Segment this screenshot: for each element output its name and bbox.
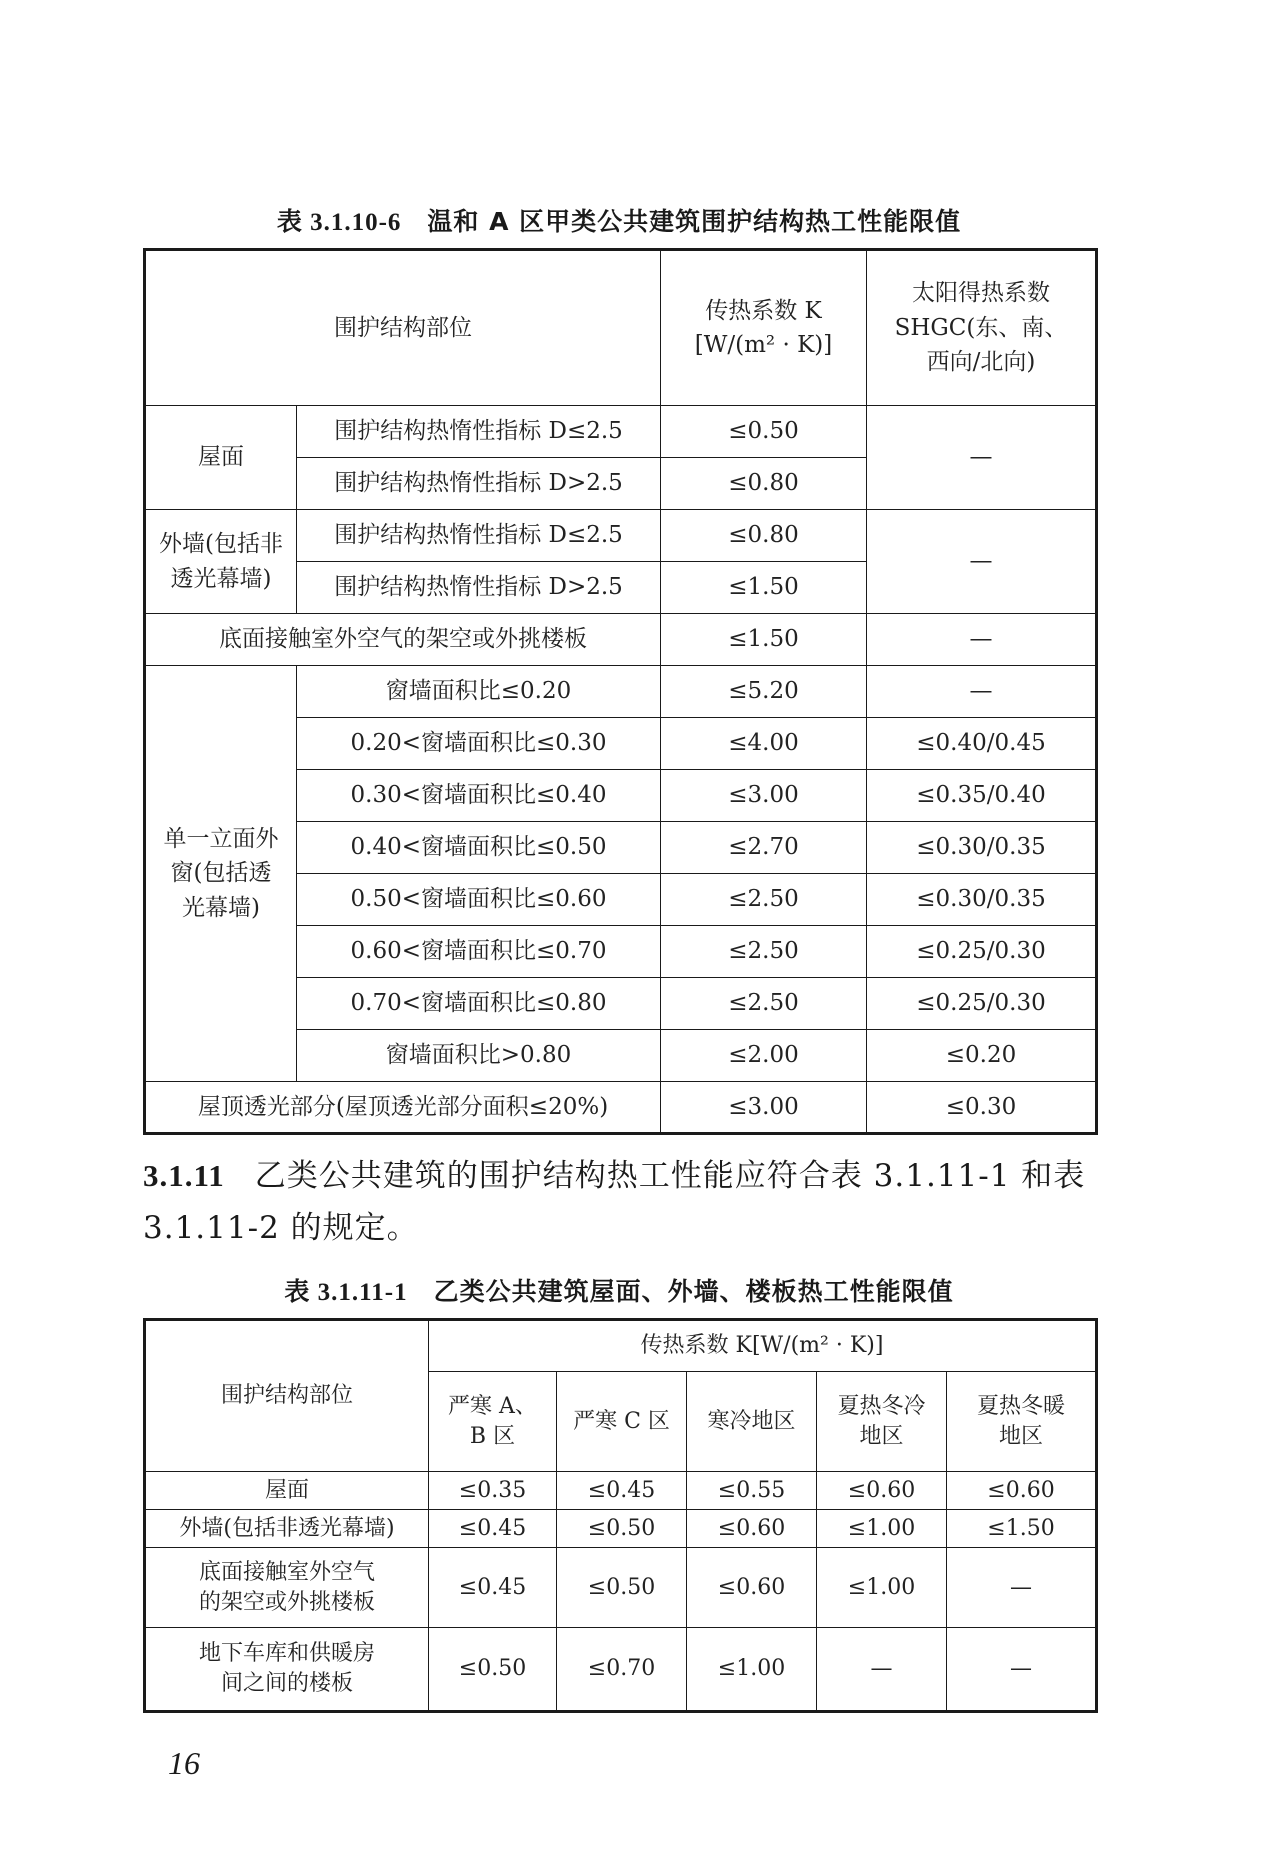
row-label-wall-line2: 透光幕墙) bbox=[170, 565, 272, 592]
row-label: 外墙(包括非透光幕墙) bbox=[145, 1510, 429, 1548]
table-title: 温和 A 区甲类公共建筑围护结构热工性能限值 bbox=[427, 207, 962, 236]
header-zone-line2: B 区 bbox=[469, 1423, 516, 1449]
table-row bbox=[145, 1472, 1097, 1510]
row-label-window-line2: 窗(包括透 bbox=[170, 860, 272, 887]
row-label-line1: 地下车库和供暖房 bbox=[198, 1641, 375, 1667]
cell-k: ≤0.50 bbox=[557, 1510, 687, 1548]
row-label-window-line3: 光幕墙) bbox=[182, 894, 260, 921]
table-number: 表 3.1.11-1 bbox=[284, 1279, 408, 1306]
row-label-roof: 屋面 bbox=[145, 406, 297, 510]
cell-condition: 围护结构热惰性指标 D≤2.5 bbox=[297, 406, 661, 458]
cell-k: ≤2.50 bbox=[661, 874, 867, 926]
cell-k: ≤0.45 bbox=[557, 1472, 687, 1510]
thermal-limits-table-b bbox=[143, 1318, 1098, 1713]
header-shgc-line3: 西向/北向) bbox=[926, 349, 1036, 376]
cell-condition: 0.50<窗墙面积比≤0.60 bbox=[297, 874, 661, 926]
clause-text: 乙类公共建筑的围护结构热工性能应符合表 3.1.11-1 和表 3.1.11-2 的规定。 bbox=[143, 1158, 1086, 1246]
cell-k: ≤3.00 bbox=[661, 770, 867, 822]
cell-k: ≤1.00 bbox=[817, 1510, 947, 1548]
table-row bbox=[145, 1548, 1097, 1628]
header-k-line1: 传热系数 K bbox=[705, 297, 822, 324]
cell-condition: 窗墙面积比≤0.20 bbox=[297, 666, 661, 718]
row-label-wall-line1: 外墙(包括非 bbox=[159, 531, 283, 557]
table-row bbox=[145, 614, 1097, 666]
cell-k: ≤0.70 bbox=[557, 1628, 687, 1712]
row-label-skylight: 屋顶透光部分(屋顶透光部分面积≤20%) bbox=[145, 1082, 661, 1134]
cell-condition: 围护结构热惰性指标 D≤2.5 bbox=[297, 510, 661, 562]
cell-k: — bbox=[817, 1628, 947, 1712]
cell-k: ≤0.80 bbox=[661, 458, 867, 510]
row-label-line1: 底面接触室外空气 bbox=[198, 1559, 375, 1585]
cell-k: — bbox=[947, 1628, 1097, 1712]
header-k: 传热系数 K[W/(m² · K)] bbox=[429, 1320, 1097, 1372]
cell-k: — bbox=[947, 1548, 1097, 1628]
header-zone-line1: 严寒 A、 bbox=[448, 1393, 537, 1419]
cell-condition: 0.70<窗墙面积比≤0.80 bbox=[297, 978, 661, 1030]
header-zone-line1: 夏热冬暖 bbox=[976, 1393, 1065, 1419]
table-row bbox=[145, 1082, 1097, 1134]
cell-shgc: ≤0.25/0.30 bbox=[867, 978, 1097, 1030]
cell-shgc: — bbox=[867, 510, 1097, 614]
header-zone bbox=[817, 1372, 947, 1472]
cell-k: ≤1.50 bbox=[947, 1510, 1097, 1548]
row-label-window bbox=[145, 666, 297, 1082]
cell-k: ≤0.45 bbox=[429, 1510, 557, 1548]
header-part: 围护结构部位 bbox=[145, 1320, 429, 1472]
cell-k: ≤3.00 bbox=[661, 1082, 867, 1134]
row-label-line2: 间之间的楼板 bbox=[220, 1671, 353, 1696]
table-row bbox=[145, 406, 1097, 458]
cell-k: ≤1.50 bbox=[661, 562, 867, 614]
header-zone bbox=[947, 1372, 1097, 1472]
cell-k: ≤0.50 bbox=[661, 406, 867, 458]
header-shgc-line1: 太阳得热系数 bbox=[912, 280, 1050, 307]
cell-shgc: ≤0.40/0.45 bbox=[867, 718, 1097, 770]
table-header-row bbox=[145, 1320, 1097, 1372]
clause-paragraph bbox=[143, 1150, 1103, 1254]
table-title: 乙类公共建筑屋面、外墙、楼板热工性能限值 bbox=[433, 1277, 954, 1306]
cell-condition: 围护结构热惰性指标 D>2.5 bbox=[297, 562, 661, 614]
cell-shgc: ≤0.20 bbox=[867, 1030, 1097, 1082]
cell-shgc: — bbox=[867, 666, 1097, 718]
cell-condition: 0.60<窗墙面积比≤0.70 bbox=[297, 926, 661, 978]
table-row bbox=[145, 666, 1097, 718]
cell-condition: 围护结构热惰性指标 D>2.5 bbox=[297, 458, 661, 510]
header-k bbox=[661, 250, 867, 406]
cell-k: ≤0.80 bbox=[661, 510, 867, 562]
cell-k: ≤0.60 bbox=[687, 1510, 817, 1548]
cell-shgc: ≤0.30/0.35 bbox=[867, 822, 1097, 874]
cell-shgc: ≤0.35/0.40 bbox=[867, 770, 1097, 822]
header-zone-line2: 地区 bbox=[998, 1423, 1043, 1449]
table-caption bbox=[143, 202, 1095, 238]
cell-k: ≤0.45 bbox=[429, 1548, 557, 1628]
row-label-wall bbox=[145, 510, 297, 614]
cell-condition: 0.30<窗墙面积比≤0.40 bbox=[297, 770, 661, 822]
cell-k: ≤2.50 bbox=[661, 926, 867, 978]
cell-shgc: — bbox=[867, 614, 1097, 666]
table-number: 表 3.1.10-6 bbox=[276, 209, 402, 236]
cell-k: ≤4.00 bbox=[661, 718, 867, 770]
cell-condition: 0.20<窗墙面积比≤0.30 bbox=[297, 718, 661, 770]
table-header-row bbox=[145, 250, 1097, 406]
row-label: 屋面 bbox=[145, 1472, 429, 1510]
cell-k: ≤0.60 bbox=[817, 1472, 947, 1510]
cell-k: ≤0.50 bbox=[557, 1548, 687, 1628]
cell-k: ≤1.00 bbox=[687, 1628, 817, 1712]
row-label-window-line1: 单一立面外 bbox=[163, 825, 279, 852]
header-shgc-line2: SHGC(东、南、 bbox=[894, 314, 1068, 341]
cell-condition: 0.40<窗墙面积比≤0.50 bbox=[297, 822, 661, 874]
header-zone-line2: 地区 bbox=[859, 1423, 904, 1449]
page-number: 16 bbox=[168, 1745, 200, 1781]
table-row bbox=[145, 510, 1097, 562]
header-zone bbox=[429, 1372, 557, 1472]
header-k-line2: [W/(m² · K)] bbox=[694, 332, 833, 358]
cell-k: ≤0.60 bbox=[947, 1472, 1097, 1510]
cell-shgc: — bbox=[867, 406, 1097, 510]
cell-k: ≤2.50 bbox=[661, 978, 867, 1030]
cell-k: ≤0.35 bbox=[429, 1472, 557, 1510]
cell-k: ≤1.00 bbox=[817, 1548, 947, 1628]
cell-condition: 窗墙面积比>0.80 bbox=[297, 1030, 661, 1082]
cell-k: ≤2.00 bbox=[661, 1030, 867, 1082]
clause-number: 3.1.11 bbox=[143, 1158, 225, 1193]
row-label-floor: 底面接触室外空气的架空或外挑楼板 bbox=[145, 614, 661, 666]
row-label bbox=[145, 1548, 429, 1628]
cell-k: ≤1.50 bbox=[661, 614, 867, 666]
header-zone-line1: 夏热冬冷 bbox=[837, 1393, 926, 1419]
cell-k: ≤2.70 bbox=[661, 822, 867, 874]
cell-shgc: ≤0.30/0.35 bbox=[867, 874, 1097, 926]
thermal-limits-table-a bbox=[143, 248, 1098, 1135]
cell-shgc: ≤0.25/0.30 bbox=[867, 926, 1097, 978]
cell-k: ≤0.50 bbox=[429, 1628, 557, 1712]
row-label-line2: 的架空或外挑楼板 bbox=[198, 1589, 375, 1615]
row-label bbox=[145, 1628, 429, 1712]
cell-k: ≤5.20 bbox=[661, 666, 867, 718]
header-part: 围护结构部位 bbox=[145, 250, 661, 406]
header-zone: 寒冷地区 bbox=[687, 1372, 817, 1472]
cell-k: ≤0.55 bbox=[687, 1472, 817, 1510]
cell-k: ≤0.60 bbox=[687, 1548, 817, 1628]
header-zone: 严寒 C 区 bbox=[557, 1372, 687, 1472]
table-caption bbox=[143, 1272, 1095, 1308]
header-shgc bbox=[867, 250, 1097, 406]
table-row bbox=[145, 1510, 1097, 1548]
table-row bbox=[145, 1628, 1097, 1712]
cell-shgc: ≤0.30 bbox=[867, 1082, 1097, 1134]
